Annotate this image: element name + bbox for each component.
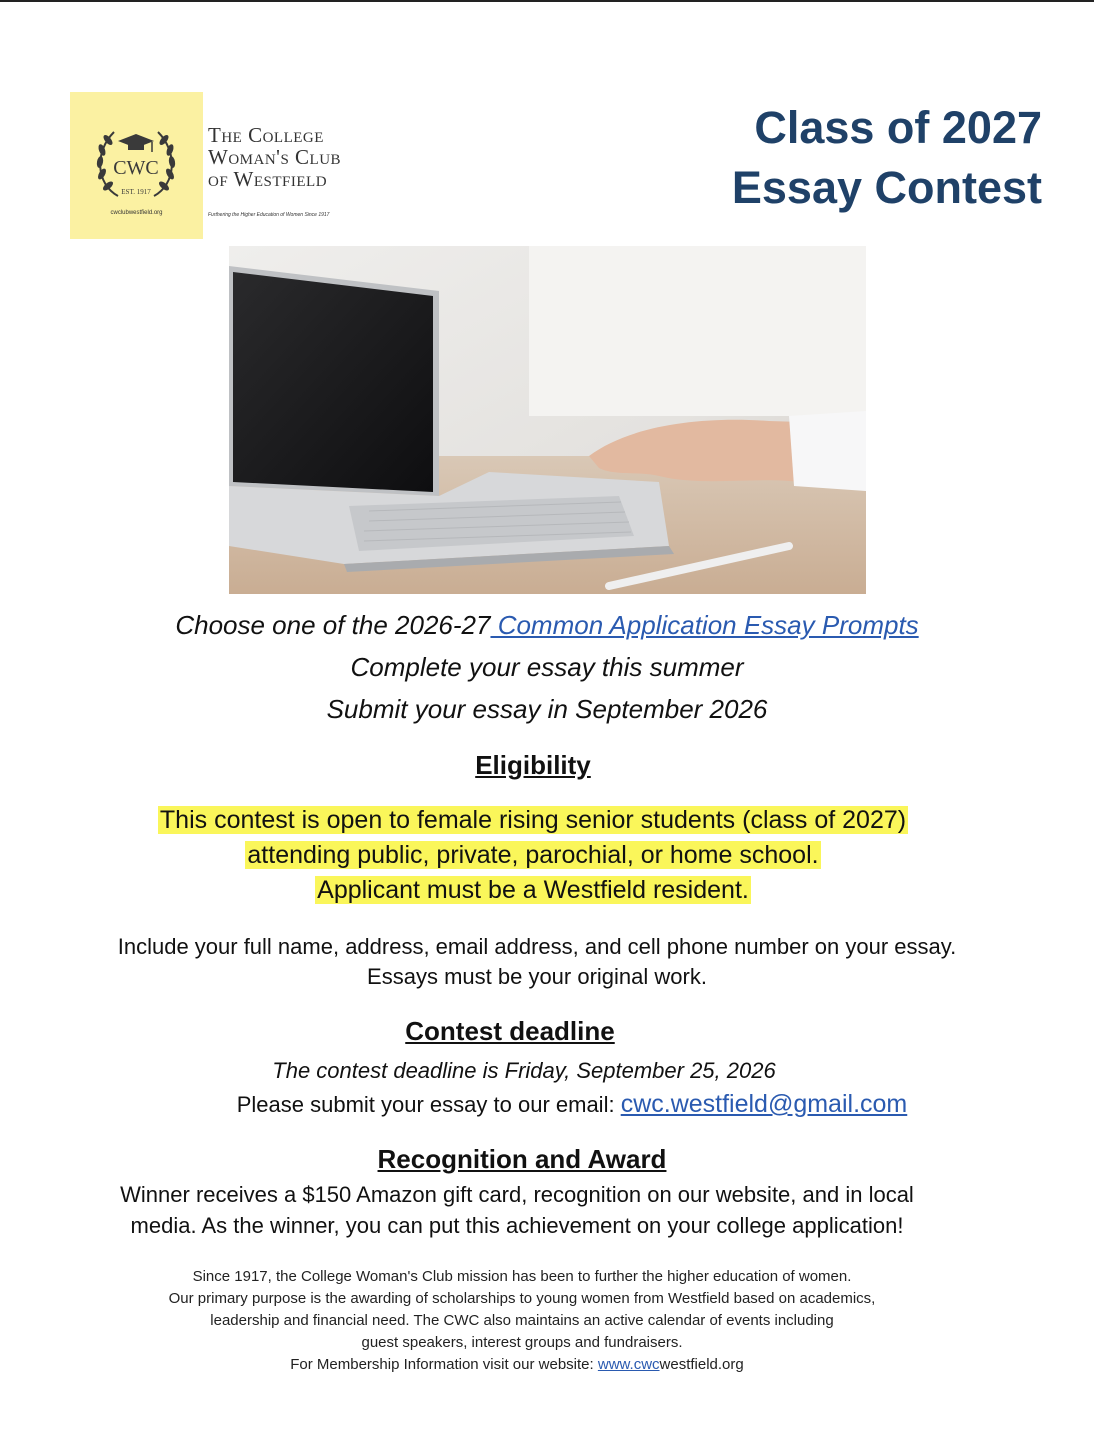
submit-text: Please submit your essay to our email: <box>236 1092 621 1117</box>
intro-line-3: Submit your essay in September 2026 <box>326 694 768 724</box>
laptop-photo <box>229 246 866 594</box>
award-line-2: media. As the winner, you can put this achievement on your college application! <box>130 1213 904 1238</box>
include-line-1: Include your full name, address, email address, and cell phone number on your essay. <box>117 934 957 959</box>
submit-line <box>25 1090 1094 1119</box>
contest-email-link[interactable]: cwc.westfield@gmail.com <box>620 1090 908 1118</box>
footer-line-3: leadership and financial need. The CWC also maintains an active calendar of events including <box>210 1312 834 1329</box>
svg-text:EST. 1917: EST. 1917 <box>121 188 151 196</box>
highlighted-text: This contest is open to female rising senior students (class of 2027) <box>159 806 907 834</box>
footer-line-2: Our primary purpose is the awarding of scholarships to young women from Westfield based on academics, <box>168 1290 876 1307</box>
footer-line-1: Since 1917, the College Woman's Club mission has been to further the higher education of women. <box>192 1268 852 1285</box>
common-app-prompts-link[interactable]: Common Application Essay Prompts <box>490 610 919 640</box>
title-line: Essay Contest <box>731 162 1042 213</box>
footer-line-4: guest speakers, interest groups and fundraisers. <box>361 1334 683 1351</box>
eligibility-line-3 <box>0 876 1080 905</box>
deadline-date: The contest deadline is Friday, September 25, 2026 <box>272 1058 776 1083</box>
award-line-1: Winner receives a $150 Amazon gift card, recognition on our website, and in local <box>120 1182 914 1207</box>
top-border <box>0 0 1094 2</box>
highlighted-text: Applicant must be a Westfield resident. <box>317 876 749 904</box>
org-line: The College <box>208 123 324 147</box>
logo-url: cwclubwestfield.org <box>110 210 163 216</box>
org-line: of Westfield <box>208 167 328 191</box>
website-link-rest[interactable]: westfield.org <box>659 1356 744 1373</box>
organization-name <box>208 124 408 190</box>
include-line-2: Essays must be your original work. <box>367 964 707 989</box>
title-line: Class of 2027 <box>754 102 1042 153</box>
highlighted-text: attending public, private, parochial, or home school. <box>247 841 819 869</box>
eligibility-line-2 <box>0 841 1080 870</box>
footer-line-5 <box>0 1356 1064 1373</box>
eligibility-line-1 <box>0 806 1080 835</box>
website-link[interactable]: www.cwc <box>597 1356 660 1373</box>
laurel-wreath-icon <box>88 114 184 210</box>
intro-text: Choose one of the 2026-27 <box>175 610 491 640</box>
intro-line-1 <box>0 610 1094 641</box>
eligibility-heading: Eligibility <box>475 750 591 780</box>
membership-text: For Membership Information visit our website: <box>290 1356 598 1373</box>
cwc-logo <box>70 92 203 239</box>
page-title <box>732 98 1042 218</box>
award-heading: Recognition and Award <box>377 1144 667 1174</box>
intro-line-2: Complete your essay this summer <box>350 652 744 682</box>
deadline-heading: Contest deadline <box>405 1016 615 1046</box>
org-line: Woman's Club <box>208 145 342 169</box>
svg-text:CWC: CWC <box>113 157 159 179</box>
org-tagline: Furthering the Higher Education of Women Since 1917 <box>208 212 330 218</box>
